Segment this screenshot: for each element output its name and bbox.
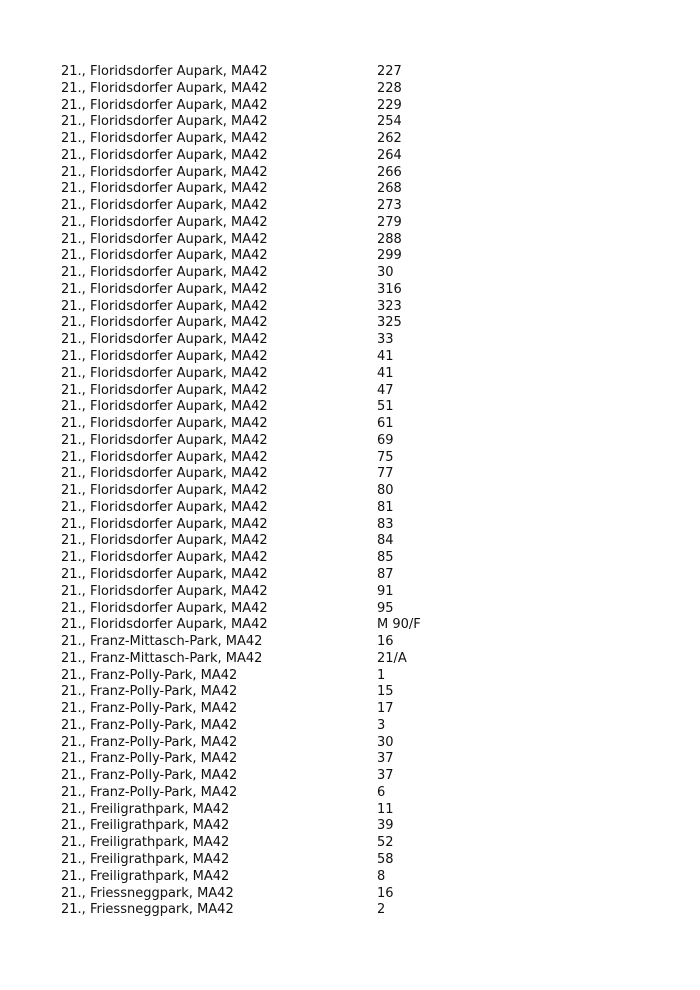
location-text: 21., Floridsdorfer Aupark, MA42 [61,382,268,398]
location-text: 21., Floridsdorfer Aupark, MA42 [61,365,268,381]
location-text: 21., Franz-Polly-Park, MA42 [61,784,238,800]
item-number: 266 [377,164,402,180]
list-item [61,718,661,735]
item-number: 2 [377,902,386,918]
location-text: 21., Friessneggpark, MA42 [61,902,234,918]
list-item [61,248,661,265]
list-item [61,768,661,785]
item-number: 17 [377,701,394,717]
item-number: 95 [377,600,394,616]
item-number: 84 [377,533,394,549]
list-item [61,416,661,433]
list-item [61,332,661,349]
location-text: 21., Floridsdorfer Aupark, MA42 [61,332,268,348]
item-number: 21/A [377,650,407,666]
list-item [61,668,661,685]
location-text: 21., Floridsdorfer Aupark, MA42 [61,449,268,465]
location-text: 21., Floridsdorfer Aupark, MA42 [61,516,268,532]
location-text: 21., Floridsdorfer Aupark, MA42 [61,281,268,297]
item-number: 69 [377,432,394,448]
list-item [61,634,661,651]
location-text: 21., Floridsdorfer Aupark, MA42 [61,198,268,214]
list-item [61,902,661,919]
item-number: 1 [377,667,386,683]
list-item [61,550,661,567]
list-item [61,852,661,869]
item-number: 228 [377,80,402,96]
location-text: 21., Floridsdorfer Aupark, MA42 [61,466,268,482]
item-number: 51 [377,399,394,415]
list-item [61,181,661,198]
location-text: 21., Floridsdorfer Aupark, MA42 [61,499,268,515]
item-number: 85 [377,550,394,566]
location-text: 21., Franz-Polly-Park, MA42 [61,684,238,700]
item-number: 37 [377,751,394,767]
location-text: 21., Franz-Polly-Park, MA42 [61,717,238,733]
list-item [61,500,661,517]
item-number: 262 [377,131,402,147]
list-item [61,315,661,332]
item-number: 288 [377,231,402,247]
list-item [61,64,661,81]
location-text: 21., Franz-Polly-Park, MA42 [61,768,238,784]
item-number: 87 [377,566,394,582]
list-item [61,785,661,802]
list-item [61,366,661,383]
location-text: 21., Floridsdorfer Aupark, MA42 [61,483,268,499]
location-text: 21., Freiligrathpark, MA42 [61,851,230,867]
list-item [61,282,661,299]
item-number: 52 [377,835,394,851]
location-text: 21., Freiligrathpark, MA42 [61,818,230,834]
location-text: 21., Floridsdorfer Aupark, MA42 [61,399,268,415]
location-text: 21., Floridsdorfer Aupark, MA42 [61,80,268,96]
list-item [61,466,661,483]
list-item [61,114,661,131]
list-item [61,818,661,835]
location-text: 21., Floridsdorfer Aupark, MA42 [61,432,268,448]
item-number: 37 [377,768,394,784]
item-number: 16 [377,634,394,650]
location-text: 21., Franz-Mittasch-Park, MA42 [61,650,263,666]
list-item [61,232,661,249]
list-item [61,869,661,886]
item-number: 268 [377,181,402,197]
list-item [61,98,661,115]
item-number: 75 [377,449,394,465]
location-text: 21., Freiligrathpark, MA42 [61,801,230,817]
location-text: 21., Floridsdorfer Aupark, MA42 [61,617,268,633]
list-item [61,349,661,366]
list-item [61,751,661,768]
item-number: 58 [377,851,394,867]
item-number: 323 [377,298,402,314]
location-text: 21., Floridsdorfer Aupark, MA42 [61,231,268,247]
list-item [61,601,661,618]
item-number: 83 [377,516,394,532]
item-number: 91 [377,583,394,599]
location-text: 21., Floridsdorfer Aupark, MA42 [61,265,268,281]
list-item [61,886,661,903]
location-text: 21., Floridsdorfer Aupark, MA42 [61,64,268,79]
list-item [61,567,661,584]
list-item [61,198,661,215]
item-number: 3 [377,717,386,733]
location-text: 21., Franz-Polly-Park, MA42 [61,751,238,767]
item-number: 81 [377,499,394,515]
list-item [61,383,661,400]
item-number: 41 [377,365,394,381]
location-text: 21., Floridsdorfer Aupark, MA42 [61,315,268,331]
item-number: 30 [377,734,394,750]
list-item [61,802,661,819]
location-text: 21., Franz-Polly-Park, MA42 [61,701,238,717]
list-item [61,684,661,701]
list-item [61,651,661,668]
list-item [61,131,661,148]
location-text: 21., Floridsdorfer Aupark, MA42 [61,248,268,264]
list-item [61,399,661,416]
item-number: 264 [377,147,402,163]
item-number: 30 [377,265,394,281]
item-number: 77 [377,466,394,482]
item-number: 6 [377,784,386,800]
location-text: 21., Franz-Polly-Park, MA42 [61,734,238,750]
location-text: 21., Floridsdorfer Aupark, MA42 [61,114,268,130]
item-number: 227 [377,64,402,79]
location-text: 21., Freiligrathpark, MA42 [61,835,230,851]
item-number: 229 [377,97,402,113]
list-item [61,584,661,601]
list-item [61,433,661,450]
location-text: 21., Floridsdorfer Aupark, MA42 [61,583,268,599]
item-number: M 90/F [377,617,421,633]
location-text: 21., Franz-Mittasch-Park, MA42 [61,634,263,650]
location-text: 21., Franz-Polly-Park, MA42 [61,667,238,683]
location-text: 21., Floridsdorfer Aupark, MA42 [61,600,268,616]
location-text: 21., Floridsdorfer Aupark, MA42 [61,349,268,365]
item-number: 8 [377,868,386,884]
list-item [61,450,661,467]
item-number: 299 [377,248,402,264]
item-number: 254 [377,114,402,130]
list-item [61,81,661,98]
list-item [61,299,661,316]
location-text: 21., Floridsdorfer Aupark, MA42 [61,416,268,432]
item-number: 325 [377,315,402,331]
list-item [61,735,661,752]
location-text: 21., Floridsdorfer Aupark, MA42 [61,550,268,566]
location-text: 21., Friessneggpark, MA42 [61,885,234,901]
item-number: 47 [377,382,394,398]
item-number: 80 [377,483,394,499]
location-text: 21., Floridsdorfer Aupark, MA42 [61,298,268,314]
item-number: 61 [377,416,394,432]
list-item [61,215,661,232]
location-text: 21., Floridsdorfer Aupark, MA42 [61,533,268,549]
item-number: 39 [377,818,394,834]
item-number: 41 [377,349,394,365]
location-text: 21., Freiligrathpark, MA42 [61,868,230,884]
list-item [61,483,661,500]
list-item [61,701,661,718]
item-number: 273 [377,198,402,214]
list-item [61,148,661,165]
list-item [61,533,661,550]
item-number: 316 [377,281,402,297]
item-number: 279 [377,214,402,230]
item-number: 16 [377,885,394,901]
item-number: 15 [377,684,394,700]
entry-list [61,64,661,919]
item-number: 33 [377,332,394,348]
location-text: 21., Floridsdorfer Aupark, MA42 [61,97,268,113]
location-text: 21., Floridsdorfer Aupark, MA42 [61,181,268,197]
location-text: 21., Floridsdorfer Aupark, MA42 [61,164,268,180]
list-item [61,165,661,182]
list-item [61,265,661,282]
item-number: 11 [377,801,394,817]
location-text: 21., Floridsdorfer Aupark, MA42 [61,566,268,582]
location-text: 21., Floridsdorfer Aupark, MA42 [61,147,268,163]
location-text: 21., Floridsdorfer Aupark, MA42 [61,131,268,147]
location-text: 21., Floridsdorfer Aupark, MA42 [61,214,268,230]
list-item [61,617,661,634]
list-item [61,517,661,534]
list-item [61,835,661,852]
